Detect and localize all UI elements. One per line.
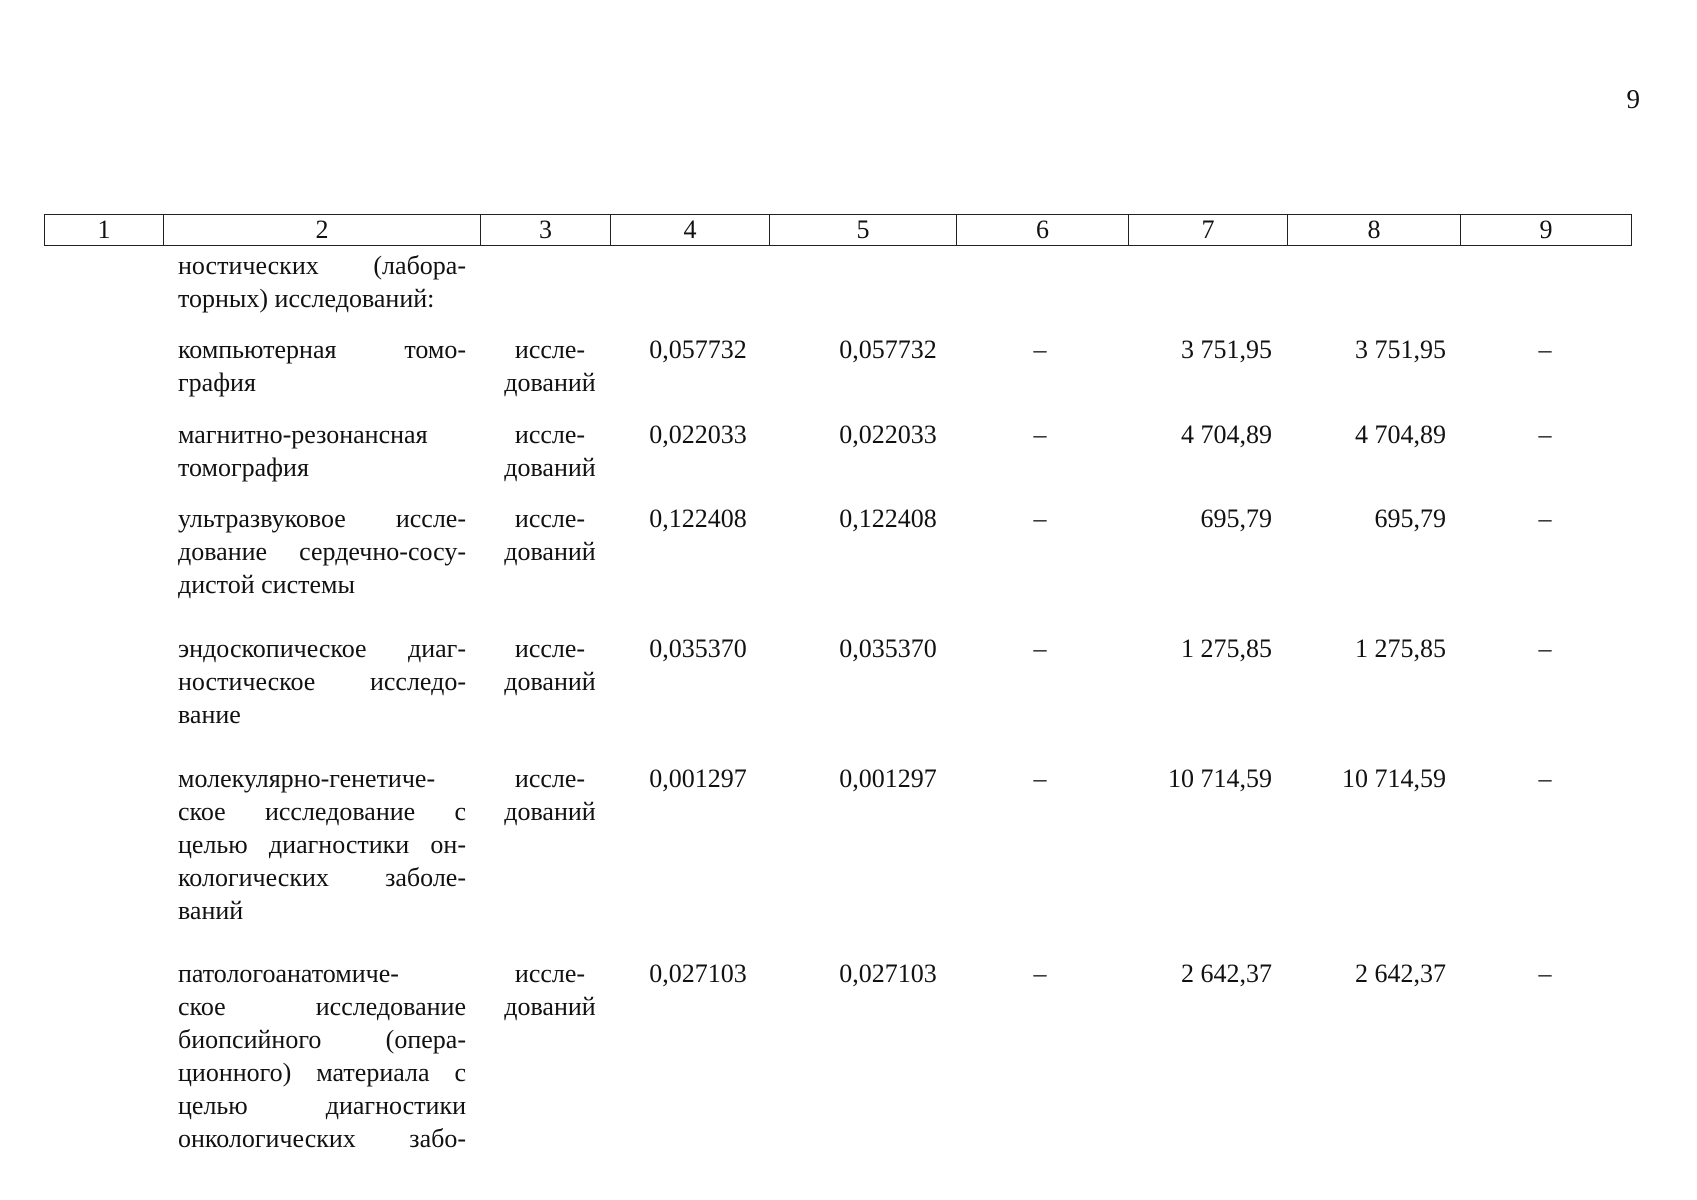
value-col-5: 0,027103 — [839, 959, 937, 988]
text-line: томография — [178, 453, 309, 482]
text-line: молекулярно-генетиче- — [178, 764, 436, 793]
header-col-1: 1 — [45, 215, 164, 246]
text-line: вание — [178, 700, 241, 729]
text-line: дистой системы — [178, 570, 355, 599]
value-col-7: 10 714,59 — [1168, 764, 1272, 793]
value-col-5: 0,035370 — [839, 634, 937, 663]
value-col-8: 695,79 — [1374, 504, 1446, 533]
text-line: дований — [504, 537, 596, 566]
text-line: графия — [178, 368, 256, 397]
text-line: ультразвуковое иссле- — [178, 504, 466, 533]
text-line: онкологических забо- — [178, 1124, 466, 1153]
value-col-7: 1 275,85 — [1181, 634, 1272, 663]
value-col-6: – — [1033, 959, 1047, 988]
text-line: иссле- — [514, 764, 586, 793]
value-col-5: 0,022033 — [839, 420, 937, 449]
text-line: ционного) материала с — [178, 1058, 466, 1087]
value-col-5: 0,001297 — [839, 764, 937, 793]
text-line: целью диагностики — [178, 1091, 466, 1120]
value-col-6: – — [1033, 420, 1047, 449]
text-line: иссле- — [514, 420, 586, 449]
service-name — [178, 333, 466, 399]
text-line: дований — [504, 992, 596, 1021]
page-number: 9 — [1626, 84, 1640, 114]
value-col-7: 2 642,37 — [1181, 959, 1272, 988]
service-name — [178, 502, 466, 601]
value-col-5: 0,057732 — [839, 335, 937, 364]
unit-cell — [490, 418, 610, 484]
value-col-9: – — [1538, 959, 1552, 988]
service-name — [178, 418, 466, 484]
header-col-9: 9 — [1461, 215, 1632, 246]
text-line: дований — [504, 667, 596, 696]
value-col-6: – — [1033, 504, 1047, 533]
header-col-8: 8 — [1288, 215, 1461, 246]
value-col-8: 3 751,95 — [1355, 335, 1446, 364]
text-line: ностических (лабора- — [178, 251, 466, 280]
text-line: ское исследование с — [178, 797, 466, 826]
header-col-6: 6 — [957, 215, 1129, 246]
text-line: биопсийного (опера- — [178, 1025, 466, 1054]
text-line: иссле- — [514, 335, 586, 364]
value-col-9: – — [1538, 335, 1552, 364]
value-col-4: 0,001297 — [649, 764, 747, 793]
text-line: иссле- — [514, 959, 586, 988]
value-col-5: 0,122408 — [839, 504, 937, 533]
value-col-7: 3 751,95 — [1181, 335, 1272, 364]
unit-cell — [490, 632, 610, 698]
value-col-9: – — [1538, 420, 1552, 449]
text-line: иссле- — [514, 504, 586, 533]
text-line: ностическое исследо- — [178, 667, 466, 696]
value-col-7: 695,79 — [1200, 504, 1272, 533]
column-number-header — [44, 214, 1632, 246]
value-col-6: – — [1033, 634, 1047, 663]
value-col-6: – — [1033, 764, 1047, 793]
text-line: компьютерная томо- — [178, 335, 466, 364]
header-col-7: 7 — [1129, 215, 1288, 246]
text-line: ваний — [178, 896, 244, 925]
text-line: целью диагностики он- — [178, 830, 466, 859]
header-col-5: 5 — [770, 215, 957, 246]
text-line: дований — [504, 797, 596, 826]
value-col-8: 2 642,37 — [1355, 959, 1446, 988]
text-line: магнитно-резонансная — [178, 420, 428, 449]
text-line: патологоанатомиче- — [178, 959, 399, 988]
header-col-3: 3 — [481, 215, 611, 246]
value-col-9: – — [1538, 764, 1552, 793]
value-col-9: – — [1538, 504, 1552, 533]
header-col-4: 4 — [611, 215, 770, 246]
text-line: ское исследование — [178, 992, 466, 1021]
value-col-4: 0,057732 — [649, 335, 747, 364]
service-name — [178, 957, 466, 1155]
value-col-6: – — [1033, 335, 1047, 364]
service-name — [178, 762, 466, 927]
text-line: кологических заболе- — [178, 863, 466, 892]
unit-cell — [490, 333, 610, 399]
unit-cell — [490, 957, 610, 1023]
value-col-9: – — [1538, 634, 1552, 663]
value-col-4: 0,122408 — [649, 504, 747, 533]
value-col-7: 4 704,89 — [1181, 420, 1272, 449]
value-col-4: 0,022033 — [649, 420, 747, 449]
service-name — [178, 632, 466, 731]
unit-cell — [490, 502, 610, 568]
text-line: эндоскопическое диаг- — [178, 634, 466, 663]
text-line: торных) исследований: — [178, 284, 435, 313]
value-col-4: 0,035370 — [649, 634, 747, 663]
text-line: дование сердечно-сосу- — [178, 537, 466, 566]
text-line: дований — [504, 368, 596, 397]
text-line: иссле- — [514, 634, 586, 663]
continuation-text — [178, 249, 466, 315]
value-col-8: 10 714,59 — [1342, 764, 1446, 793]
header-col-2: 2 — [164, 215, 481, 246]
text-line: дований — [504, 453, 596, 482]
value-col-4: 0,027103 — [649, 959, 747, 988]
value-col-8: 4 704,89 — [1355, 420, 1446, 449]
value-col-8: 1 275,85 — [1355, 634, 1446, 663]
unit-cell — [490, 762, 610, 828]
